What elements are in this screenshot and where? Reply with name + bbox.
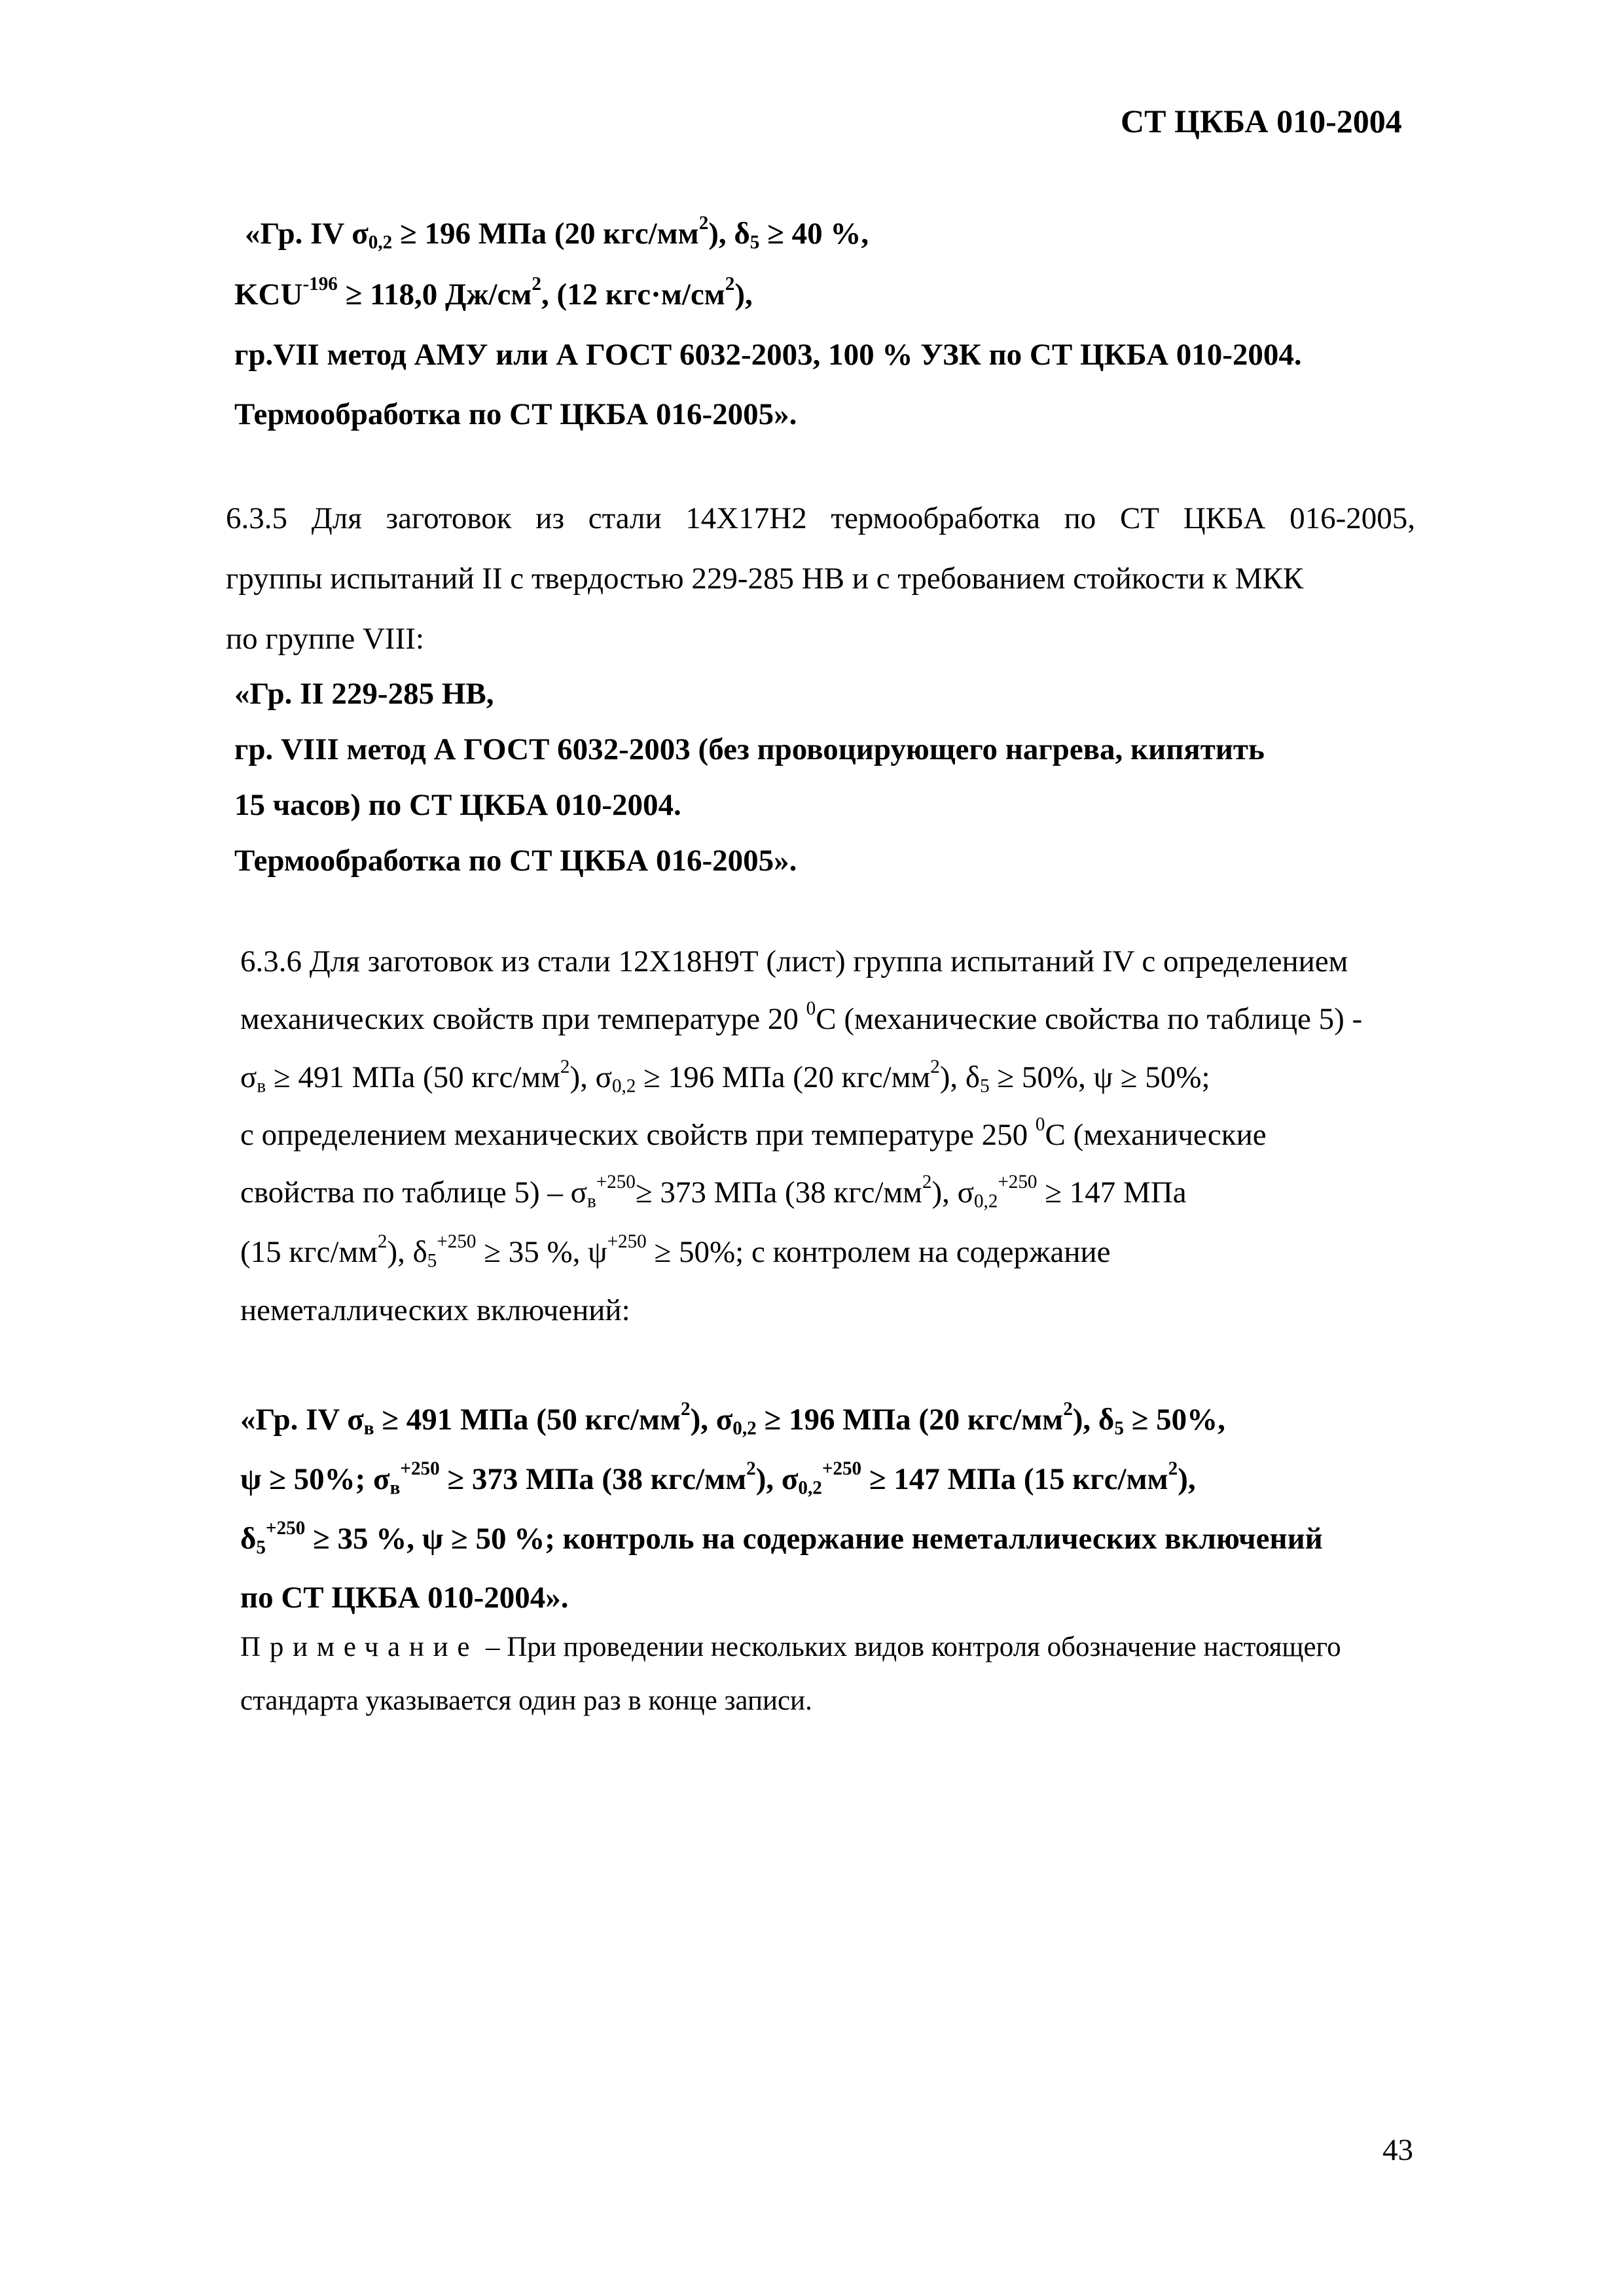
subscript: 0,2 bbox=[368, 232, 393, 253]
para636-line1: 6.3.6 Для заготовок из стали 12Х18Н9Т (лист) группа испытаний IV с определением bbox=[240, 944, 1348, 978]
superscript: 2 bbox=[922, 1172, 932, 1193]
text-run: ), δ bbox=[939, 1060, 981, 1094]
subscript: 5 bbox=[1114, 1418, 1124, 1439]
superscript: 2 bbox=[930, 1056, 940, 1078]
note-line1 bbox=[240, 1631, 1341, 1663]
subscript: 5 bbox=[980, 1075, 990, 1097]
superscript: -196 bbox=[302, 274, 338, 295]
subscript: 0,2 bbox=[798, 1477, 822, 1499]
superscript: 0 bbox=[806, 998, 816, 1020]
block3-line4: по СТ ЦКБА 010-2004». bbox=[240, 1581, 569, 1615]
text-run: ≥ 196 МПа (20 кгс/мм bbox=[756, 1403, 1064, 1437]
superscript: +250 bbox=[265, 1518, 306, 1539]
text-run: ≥ 147 МПа bbox=[1037, 1175, 1187, 1210]
note-text-line1: – При проведении нескольких видов контроля обозначение настоящего bbox=[478, 1632, 1341, 1662]
superscript: +250 bbox=[998, 1172, 1038, 1193]
para636-line4 bbox=[240, 1114, 1267, 1153]
para636-line2 bbox=[240, 998, 1363, 1037]
text-run: ≥ 35 %, ψ bbox=[476, 1235, 607, 1269]
superscript: 2 bbox=[746, 1458, 756, 1480]
text-run: механических свойств при температуре 20 bbox=[240, 1002, 806, 1036]
note-line2: стандарта указывается один раз в конце записи. bbox=[240, 1685, 812, 1716]
text-run: С (механические свойства по таблице 5) - bbox=[816, 1002, 1363, 1036]
text-run: ≥ 196 МПа (20 кгс/мм bbox=[392, 217, 699, 251]
superscript: 2 bbox=[1063, 1399, 1073, 1420]
text-run: «Гр. IV σ bbox=[245, 217, 369, 251]
text-run: ), σ bbox=[569, 1060, 612, 1094]
text-run: ≥ 373 МПа (38 кгс/мм bbox=[635, 1175, 922, 1210]
text-run: ≥ 50%, bbox=[1123, 1403, 1225, 1437]
subscript: в bbox=[389, 1477, 401, 1499]
text-run: ≥ 373 МПа (38 кгс/мм bbox=[439, 1462, 747, 1496]
text-run: ψ ≥ 50%; σ bbox=[240, 1462, 390, 1496]
text-run: ≥ 491 МПа (50 кгс/мм bbox=[374, 1403, 681, 1437]
subscript: в bbox=[586, 1191, 596, 1212]
block1-line2 bbox=[234, 274, 753, 312]
text-run: ≥ 50%; с контролем на содержание bbox=[646, 1235, 1111, 1269]
text-run: δ bbox=[240, 1522, 257, 1556]
para635-line1: 6.3.5 Для заготовок из стали 14Х17Н2 термообработка по СТ ЦКБА 016-2005, bbox=[226, 501, 1415, 535]
para636-line6 bbox=[240, 1231, 1111, 1272]
superscript: +250 bbox=[596, 1172, 636, 1193]
superscript: +250 bbox=[607, 1231, 647, 1253]
text-run: с определением механических свойств при температуре 250 bbox=[240, 1118, 1036, 1152]
text-run: , (12 кгс·м/см bbox=[541, 278, 725, 312]
block3-line1 bbox=[240, 1399, 1225, 1439]
block2-line4: Термообработка по СТ ЦКБА 016-2005». bbox=[234, 844, 797, 878]
para636-line3 bbox=[240, 1056, 1210, 1097]
block2-line1: «Гр. II 229-285 НВ, bbox=[234, 677, 494, 711]
page-number: 43 bbox=[1382, 2133, 1413, 2167]
block2-line2: гр. VIII метод А ГОСТ 6032-2003 (без провоцирующего нагрева, кипятить bbox=[234, 732, 1265, 766]
para636-line5 bbox=[240, 1172, 1187, 1212]
text-run: ), δ bbox=[387, 1235, 427, 1269]
text-run: ), bbox=[734, 278, 753, 312]
superscript: +250 bbox=[437, 1231, 477, 1253]
text-run: С (механические bbox=[1045, 1118, 1267, 1152]
text-run: KCU bbox=[234, 278, 303, 312]
subscript: в bbox=[257, 1075, 266, 1097]
para636-line7: неметаллических включений: bbox=[240, 1293, 630, 1327]
text-run: ), δ bbox=[1072, 1403, 1115, 1437]
block3-line2 bbox=[240, 1458, 1196, 1499]
para635-line3: по группе VIII: bbox=[226, 622, 424, 656]
superscript: +250 bbox=[821, 1458, 862, 1480]
subscript: 0,2 bbox=[611, 1075, 636, 1097]
text-run: ), σ bbox=[931, 1175, 974, 1210]
text-run: ), bbox=[1178, 1462, 1196, 1496]
subscript: 5 bbox=[427, 1250, 437, 1272]
text-run: ≥ 40 %, bbox=[759, 217, 869, 251]
superscript: 2 bbox=[681, 1399, 691, 1420]
subscript: 0,2 bbox=[973, 1191, 998, 1212]
superscript: 2 bbox=[1168, 1458, 1178, 1480]
subscript: 5 bbox=[749, 232, 760, 253]
superscript: 2 bbox=[377, 1231, 388, 1253]
note-label: Примечание bbox=[240, 1632, 479, 1662]
subscript: 5 bbox=[256, 1537, 266, 1558]
superscript: 0 bbox=[1035, 1114, 1045, 1136]
text-run: σ bbox=[240, 1060, 257, 1094]
text-run: ≥ 50%, ψ ≥ 50%; bbox=[989, 1060, 1210, 1094]
para635-line2: группы испытаний II с твердостью 229-285 НВ и с требованием стойкости к МКК bbox=[226, 562, 1304, 596]
text-run: ≥ 491 МПа (50 кгс/мм bbox=[266, 1060, 560, 1094]
block1-line1 bbox=[245, 213, 869, 253]
text-run: свойства по таблице 5) – σ bbox=[240, 1175, 587, 1210]
text-run: ≥ 196 МПа (20 кгс/мм bbox=[636, 1060, 931, 1094]
block1-line4: Термообработка по СТ ЦКБА 016-2005». bbox=[234, 397, 797, 431]
text-run: ≥ 147 МПа (15 кгс/мм bbox=[861, 1462, 1168, 1496]
superscript: 2 bbox=[532, 274, 541, 295]
superscript: 2 bbox=[698, 213, 709, 234]
subscript: 0,2 bbox=[732, 1418, 757, 1439]
text-run: ), δ bbox=[708, 217, 750, 251]
superscript: 2 bbox=[725, 274, 735, 295]
text-run: (15 кгс/мм bbox=[240, 1235, 378, 1269]
text-run: ), σ bbox=[755, 1462, 799, 1496]
block1-line3: гр.VII метод АМУ или А ГОСТ 6032-2003, 100 % УЗК по СТ ЦКБА 010-2004. bbox=[234, 338, 1302, 372]
superscript: +250 bbox=[400, 1458, 440, 1480]
block2-line3: 15 часов) по СТ ЦКБА 010-2004. bbox=[234, 788, 681, 822]
subscript: в bbox=[363, 1418, 374, 1439]
text-run: ≥ 118,0 Дж/см bbox=[337, 278, 532, 312]
text-run: ), σ bbox=[690, 1403, 733, 1437]
text-run: «Гр. IV σ bbox=[240, 1403, 364, 1437]
document-number-header: СТ ЦКБА 010-2004 bbox=[1121, 103, 1402, 139]
text-run: ≥ 35 %, ψ ≥ 50 %; контроль на содержание неметаллических включений bbox=[305, 1522, 1323, 1556]
superscript: 2 bbox=[560, 1056, 570, 1078]
block3-line3 bbox=[240, 1518, 1323, 1558]
